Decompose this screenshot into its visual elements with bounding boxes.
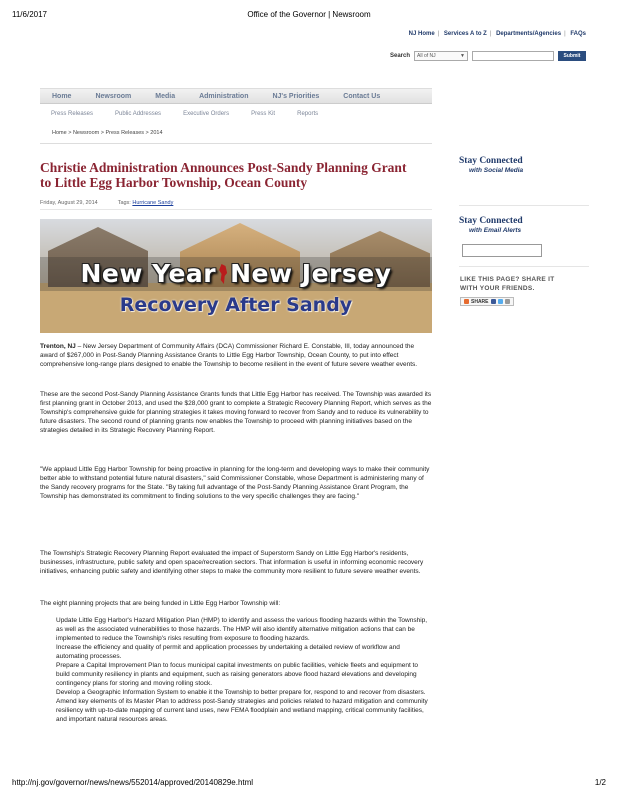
divider	[40, 209, 432, 210]
util-link-nj-home[interactable]: NJ Home	[408, 31, 435, 37]
share-icon	[464, 299, 469, 304]
sub-nav	[40, 111, 432, 117]
share-prompt: LIKE THIS PAGE? SHARE IT WITH YOUR FRIENDS.	[460, 276, 555, 292]
tags-label: Tags:	[117, 200, 131, 206]
stay-connected-social[interactable]	[459, 156, 589, 174]
subnav-executive-orders[interactable]: Executive Orders	[183, 111, 230, 117]
print-page-number: 1/2	[594, 778, 606, 787]
divider	[459, 266, 589, 267]
banner-image	[40, 219, 432, 333]
social-title: Stay Connected	[459, 156, 523, 166]
article-paragraph: The Township's Strategic Recovery Planning Report evaluated the impact of Superstorm Sandy on Little Egg Harbor's residents, businesses, infrastructure, public safety and open space/recreation sectors. That information is useful in informing economic recovery initiatives, enhancing public safety and identifying other steps to make the community more resilient to future severe weather events.	[40, 550, 424, 575]
nav-administration[interactable]: Administration	[199, 93, 249, 100]
email-field[interactable]	[462, 244, 542, 257]
paragraph-1-text: – New Jersey Department of Community Affairs (DCA) Commissioner Richard E. Constable, III, today announced the award of $267,000 in Post-Sandy Planning Assistance Grants to Little Egg Harbor Township, Ocean County, to put into effect comprehensive long-range plans designed to enable the Township to become resilient in the event of future severe weather events.	[40, 343, 418, 368]
subnav-press-releases[interactable]: Press Releases	[51, 111, 94, 117]
list-item: Develop a Geographic Information System to enable it the Township to better prepare for, respond to and recover from disasters.	[56, 689, 426, 696]
nav-contact[interactable]: Contact Us	[343, 93, 381, 100]
share-label: SHARE	[471, 298, 489, 305]
print-date: 11/6/2017	[12, 10, 47, 19]
banner-line1a: New Year	[80, 259, 217, 288]
print-footer	[12, 778, 606, 790]
search-scope-select[interactable]	[414, 51, 468, 61]
email-icon	[505, 299, 510, 304]
banner-line1	[40, 259, 432, 288]
dateline: Trenton, NJ	[40, 343, 76, 350]
nav-newsroom[interactable]: Newsroom	[95, 93, 132, 100]
article-tags	[118, 200, 174, 206]
utility-links	[409, 31, 586, 37]
breadcrumb[interactable]: Home > Newsroom > Press Releases > 2014	[52, 130, 163, 136]
banner-line2: Recovery After Sandy	[119, 294, 353, 316]
list-item: Update Little Egg Harbor's Hazard Mitigation Plan (HMP) to identify and assess the various flooding hazards within the Township, as well as the associated vulnerabilities to those hazards. The HMP will also identify alternative mitigation actions that can be implemented to reduce the Township's risks resulting from exposure to flooding hazards.	[56, 617, 428, 642]
print-title: Office of the Governor | Newsroom	[247, 10, 371, 19]
subnav-public-addresses[interactable]: Public Addresses	[115, 111, 162, 117]
nj-map-icon	[219, 264, 227, 284]
page-title: Christie Administration Announces Post-Sandy Planning Grant to Little Egg Harbor Township, Ocean County	[40, 160, 407, 190]
share-button[interactable]	[460, 297, 514, 306]
facebook-icon	[491, 299, 496, 304]
divider: |	[437, 31, 440, 37]
subnav-press-kit[interactable]: Press Kit	[251, 111, 276, 117]
util-link-faqs[interactable]: FAQs	[570, 31, 586, 37]
print-header	[12, 10, 606, 22]
email-subtitle: with Email Alerts	[469, 227, 522, 234]
twitter-icon	[498, 299, 503, 304]
article-date: Friday, August 29, 2014	[40, 200, 98, 206]
social-subtitle: with Social Media	[469, 167, 524, 174]
divider	[459, 205, 589, 206]
nav-home[interactable]: Home	[52, 93, 72, 100]
article-paragraph: These are the second Post-Sandy Planning Assistance Grants funds that Little Egg Harbor has received. The Township was awarded its first planning grant in October 2013, and used the $28,000 grant to complete a Strategic Recovery Planning Report, which serves as the Township's comprehensive guide for planning strategies it takes moving forward to recover from Sandy and to reduce its vulnerability to future disasters. The second round of planning grants now enables the Township to proceed with planning initiatives based on the strategies detailed in its Strategic Recovery Planning Report.	[40, 391, 432, 434]
article-paragraph	[40, 342, 432, 369]
divider: |	[489, 31, 492, 37]
util-link-services[interactable]: Services A to Z	[443, 31, 487, 37]
main-nav	[40, 88, 432, 104]
search-bar	[390, 50, 586, 62]
article-paragraph: "We applaud Little Egg Harbor Township for being proactive in planning for the long-term and developing ways to make their community better able to withstand potential future natural disasters," said Commissioner Constable, whose Department is administering many of the Sandy recovery programs for the State. "By taking full advantage of the Post-Sandy Planning Assistance Grant Program, the Township has demonstrated its commitment to finding solutions to the very specific challenges they are facing."	[40, 466, 430, 500]
print-url: http://nj.gov/governor/news/news/552014/approved/20140829e.html	[12, 778, 254, 787]
nav-media[interactable]: Media	[155, 93, 176, 100]
banner-line1b: New Jersey	[230, 259, 392, 288]
list-item: Increase the efficiency and quality of permit and application processes by undertaking a detailed review of workflow and automating processes.	[56, 644, 400, 660]
search-submit-button[interactable]: Submit	[558, 51, 586, 61]
project-list	[56, 616, 432, 724]
article-meta	[40, 200, 173, 206]
article-paragraph: The eight planning projects that are being funded in Little Egg Harbor Township will:	[40, 600, 281, 607]
stay-connected-email[interactable]	[459, 216, 589, 234]
divider: |	[564, 31, 566, 37]
search-label: Search	[389, 53, 410, 59]
chevron-down-icon: ▼	[460, 53, 465, 59]
tag-link[interactable]: Hurricane Sandy	[132, 200, 174, 206]
nav-priorities[interactable]: NJ's Priorities	[272, 93, 320, 100]
search-input[interactable]	[472, 51, 554, 61]
list-item: Prepare a Capital Improvement Plan to focus municipal capital investments on public facilities, vehicle fleets and equipment to build community resiliency in plants and equipment, such as raising generators above flood hazard elevations and developing contingency plans for storing and moving rolling stock.	[56, 662, 419, 687]
divider	[40, 143, 432, 144]
list-item: Amend key elements of its Master Plan to address post-Sandy strategies and policies related to hazard mitigation and community resiliency with up-to-date mapping of current land uses, new FEMA floodplain and wetland mapping, critical community facilities, and important natural resources areas.	[56, 698, 428, 723]
email-title: Stay Connected	[459, 216, 523, 226]
util-link-departments[interactable]: Departments/Agencies	[496, 31, 562, 37]
subnav-reports[interactable]: Reports	[297, 111, 319, 117]
search-scope-value: All of NJ	[417, 53, 436, 59]
